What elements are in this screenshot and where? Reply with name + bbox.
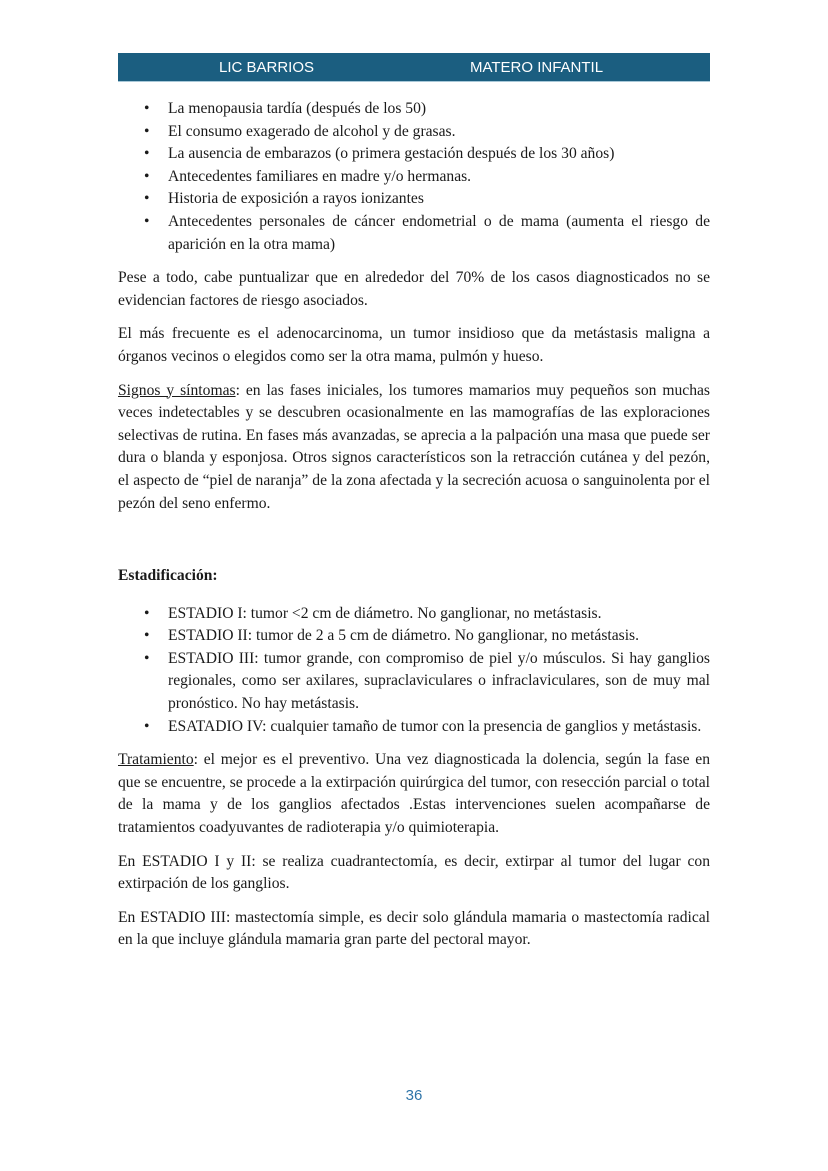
signs-label: Signos y síntomas	[118, 381, 236, 399]
section-heading-staging: Estadificación:	[118, 567, 218, 585]
header-author: LIC BARRIOS	[219, 59, 315, 76]
page-header-bar	[118, 53, 710, 82]
risk-factors-list	[118, 98, 710, 256]
stages-list	[118, 603, 710, 739]
list-item: • Historia de exposición a rayos ionizantes	[118, 188, 710, 211]
bullet-icon: •	[144, 122, 150, 140]
bullet-icon: •	[144, 100, 150, 117]
list-item: • Antecedentes familiares en madre y/o hermanas.	[118, 166, 710, 189]
bullet-icon: •	[144, 190, 150, 208]
page-content	[118, 98, 710, 952]
list-item: • La ausencia de embarazos (o primera gestación después de los 30 años)	[118, 143, 710, 166]
paragraph-risk-note: Pese a todo, cabe puntualizar que en alrededor del 70% de los casos diagnosticados no se evidencian factores de riesgo asociados.	[118, 269, 710, 309]
treatment-label: Tratamiento	[118, 751, 194, 769]
paragraph-signs-symptoms: Signos y síntomas: en las fases iniciales, los tumores mamarios muy pequeños son muchas veces indetectables y se descubren ocasionalmente en las mamografías de las exploraciones selectivas de rutina. En fases más avanzadas, se aprecia a la palpación una masa que puede ser dura o blanda y esponjosa. Otros signos característicos son la retracción cutánea y del pezón, el aspecto de “piel de naranja” de la zona afectada y la secreción acuosa o sanguinolenta por el pezón del seno enfermo.	[118, 381, 710, 512]
list-item: • Antecedentes personales de cáncer endometrial o de mama (aumenta el riesgo de aparición en la otra mama)	[144, 212, 710, 253]
bullet-icon: •	[144, 649, 150, 667]
bullet-icon: •	[144, 167, 150, 185]
paragraph-stage-1-2: En ESTADIO I y II: se realiza cuadrantectomía, es decir, extirpar al tumor del lugar con extirpación de los ganglios.	[118, 852, 710, 893]
list-item: • ESATADIO IV: cualquier tamaño de tumor con la presencia de ganglios y metástasis.	[118, 716, 710, 739]
list-item: • ESTADIO III: tumor grande, con compromiso de piel y/o músculos. Si hay ganglios regionales, como ser axilares, supraclaviculares o infraclaviculares, son de muy mal pronóstico. No hay metástasis.	[144, 649, 710, 713]
header-subject: MATERO INFANTIL	[470, 59, 604, 76]
list-item: • ESTADIO I: tumor <2 cm de diámetro. No ganglionar, no metástasis.	[118, 603, 710, 626]
paragraph-adenocarcinoma: El más frecuente es el adenocarcinoma, un tumor insidioso que da metástasis maligna a órganos vecinos o elegidos como ser la otra mama, pulmón y hueso.	[118, 325, 710, 365]
bullet-icon: •	[144, 212, 150, 230]
list-item: • La menopausia tardía (después de los 50)	[118, 98, 710, 121]
paragraph-stage-3: En ESTADIO III: mastectomía simple, es decir solo glándula mamaria o mastectomía radical en la que incluye glándula mamaria gran parte del pectoral mayor.	[118, 908, 710, 949]
bullet-icon: •	[144, 717, 150, 735]
bullet-icon: •	[144, 604, 150, 622]
list-item: • El consumo exagerado de alcohol y de grasas.	[118, 121, 710, 144]
page-number: 36	[405, 1087, 423, 1104]
list-item: • ESTADIO II: tumor de 2 a 5 cm de diámetro. No ganglionar, no metástasis.	[118, 625, 710, 648]
bullet-icon: •	[144, 145, 150, 163]
bullet-icon: •	[144, 627, 150, 645]
paragraph-treatment: Tratamiento: el mejor es el preventivo. Una vez diagnosticada la dolencia, según la fase en que se encuentre, se procede a la extirpación quirúrgica del tumor, con resección parcial o total de la mama y de los ganglios afectados .Estas intervenciones suelen acompañarse de tratamientos coadyuvantes de radioterapia y/o quimioterapia.	[118, 751, 710, 837]
